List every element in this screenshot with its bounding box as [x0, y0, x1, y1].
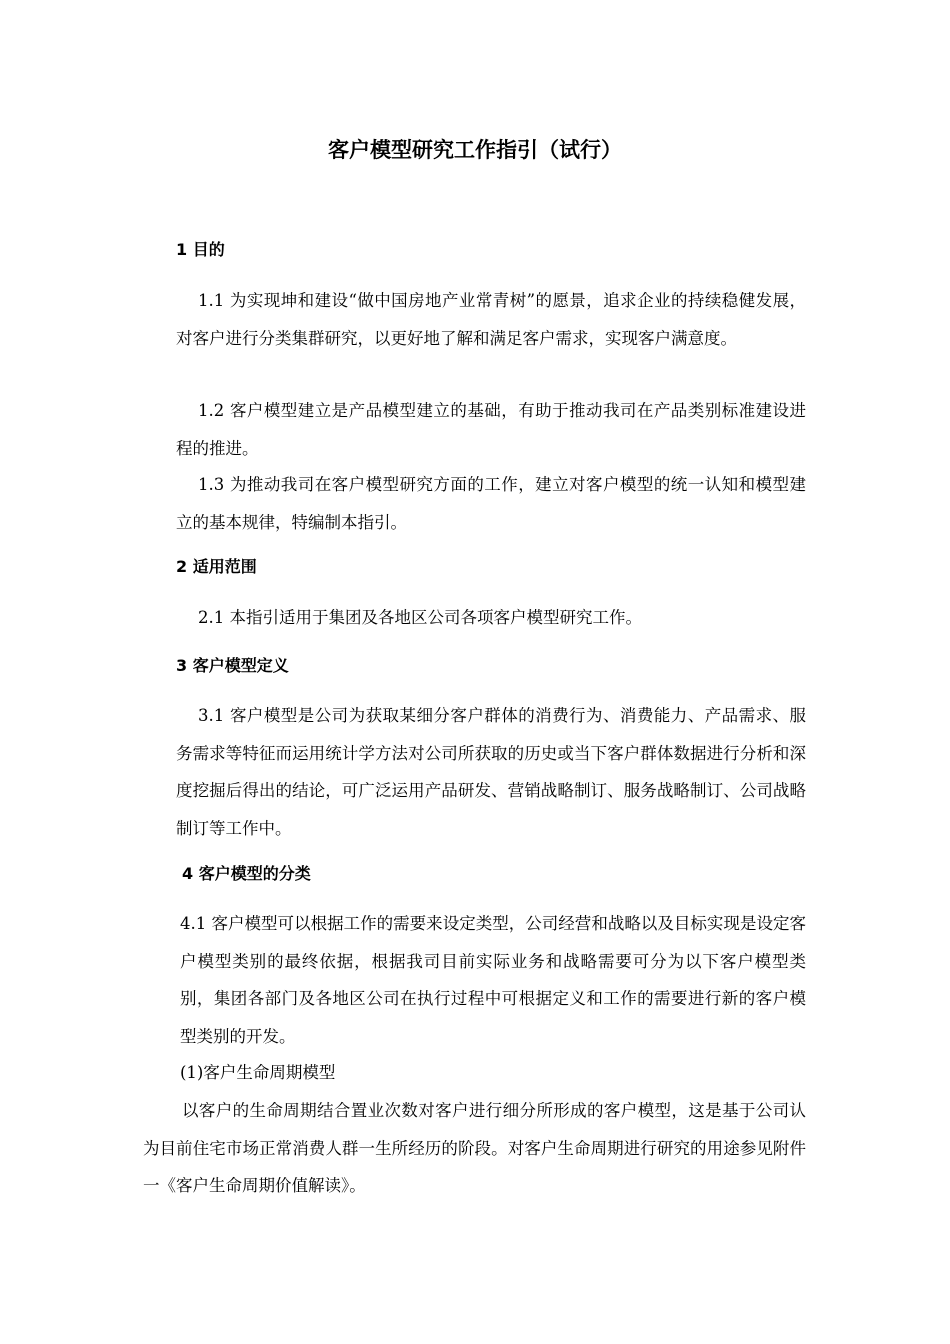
paragraph-3-1: 3.1 客户模型是公司为获取某细分客户群体的消费行为、消费能力、产品需求、服务需求等特征而运用统计学方法对公司所获取的历史或当下客户群体数据进行分析和深度挖掘后得出的结论，可广泛运用产品研发、营销战略制订、服务战略制订、公司战略制订等工作中。 — [176, 706, 806, 838]
paragraph-4-1-1: 以客户的生命周期结合置业次数对客户进行细分所形成的客户模型，这是基于公司认为目前住宅市场正常消费人群一生所经历的阶段。对客户生命周期进行研究的用途参见附件一《客户生命周期价值解读》。 — [143, 1101, 806, 1195]
document-title: 客户模型研究工作指引（试行） — [328, 138, 622, 162]
section-heading-4: 4 客户模型的分类 — [182, 864, 311, 883]
section-heading-1: 1 目的 — [176, 240, 225, 259]
paragraph-1-2: 1.2 客户模型建立是产品模型建立的基础，有助于推动我司在产品类别标准建设进程的推进。 — [176, 401, 806, 458]
paragraph-1-1: 1.1 为实现坤和建设“做中国房地产业常青树”的愿景，追求企业的持续稳健发展，对客户进行分类集群研究，以更好地了解和满足客户需求，实现客户满意度。 — [176, 291, 806, 348]
section-heading-2: 2 适用范围 — [176, 557, 257, 576]
section-heading-3: 3 客户模型定义 — [176, 656, 289, 675]
paragraph-2-1: 2.1 本指引适用于集团及各地区公司各项客户模型研究工作。 — [198, 608, 642, 627]
subheading-4-1: (1)客户生命周期模型 — [180, 1063, 336, 1082]
paragraph-1-3: 1.3 为推动我司在客户模型研究方面的工作，建立对客户模型的统一认知和模型建立的基本规律，特编制本指引。 — [176, 475, 806, 532]
paragraph-4-1: 4.1 客户模型可以根据工作的需要来设定类型，公司经营和战略以及目标实现是设定客户模型类别的最终依据，根据我司目前实际业务和战略需要可分为以下客户模型类别，集团各部门及各地区公司在执行过程中可根据定义和工作的需要进行新的客户模型类别的开发。 — [180, 914, 806, 1046]
